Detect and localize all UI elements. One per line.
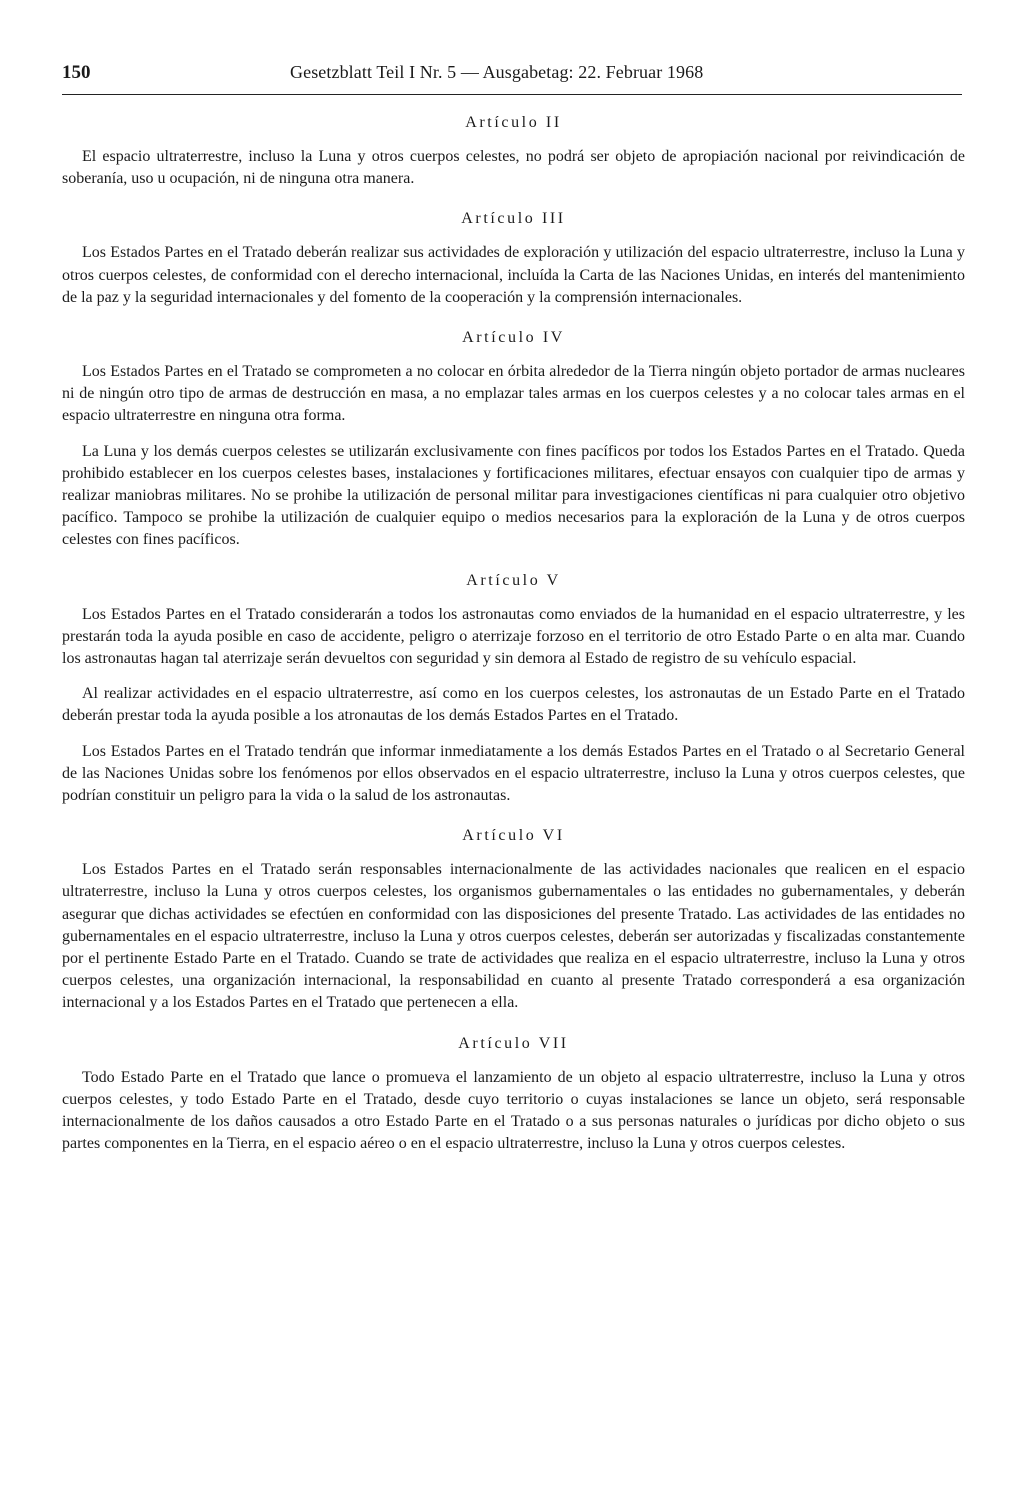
- article-v: [62, 570, 965, 808]
- article-heading: Artículo IV: [462, 329, 565, 347]
- article-heading: Artículo VI: [462, 827, 565, 845]
- article-heading: Artículo II: [465, 114, 562, 131]
- document-body: [62, 112, 965, 1169]
- article-paragraph: La Luna y los demás cuerpos celestes se utilizarán exclusivamente con fines pacíficos por todos los Estados Partes en el Tratado. Queda prohibido establecer en los cuerpos celestes bases, instalaciones y fortificaciones militares, efectuar ensayos con cualquier tipo de armas y realizar maniobras militares. No se prohibe la utilización de personal militar para investigaciones científicas ni para cualquier otro objetivo pacífico. Tampoco se prohibe la utilización de cualquier equipo o medios necesarios para la exploración de la Luna y de otros cuerpos celestes con fines pacíficos.: [62, 442, 965, 549]
- article-paragraph: Al realizar actividades en el espacio ultraterrestre, así como en los cuerpos celestes, los astronautas de un Estado Parte en el Tratado deberán prestar toda la ayuda posible a los atronautas de los demás Estados Partes en el Tratado.: [62, 685, 965, 725]
- article-heading: Artículo III: [461, 210, 566, 228]
- page-number: 150: [62, 62, 91, 83]
- article-heading: Artículo V: [466, 571, 561, 589]
- article-heading: Artículo VII: [458, 1034, 569, 1052]
- page-header: [62, 60, 962, 95]
- article-paragraph: Los Estados Partes en el Tratado considerarán a todos los astronautas como enviados de la humanidad en el espacio ultraterrestre, y les prestarán toda la ayuda posible en caso de accidente, peligro o aterrizaje forzoso en el territorio de otro Estado Parte o en alta mar. Cuando los astronautas hagan tal aterrizaje serán devueltos con seguridad y sin demora al Estado de registro de su vehículo espacial.: [62, 605, 965, 668]
- article-paragraph: El espacio ultraterrestre, incluso la Luna y otros cuerpos celestes, no podrá ser objeto de apropiación nacional por reivindicación de soberanía, uso u ocupación, ni de ninguna otra manera.: [62, 148, 965, 188]
- running-title: Gesetzblatt Teil I Nr. 5 — Ausgabetag: 22. Februar 1968: [290, 62, 704, 82]
- article-iv: [62, 327, 965, 552]
- article-vi: [62, 825, 965, 1014]
- article-paragraph: Todo Estado Parte en el Tratado que lance o promueva el lanzamiento de un objeto al espacio ultraterrestre, incluso la Luna y otros cuerpos celestes, y todo Estado Parte en el Tratado, desde cuyo territorio o cuyas instalaciones se lance un objeto, será responsable internacionalmente de los daños causados a otro Estado Parte en el Tratado o a sus personas naturales o jurídicas por dicho objeto o sus partes componentes en la Tierra, en el espacio aéreo o en el espacio ultraterrestre, incluso la Luna y otros cuerpos celestes.: [62, 1068, 965, 1153]
- article-iii: [62, 208, 965, 309]
- article-paragraph: Los Estados Partes en el Tratado tendrán que informar inmediatamente a los demás Estados Partes en el Tratado o al Secretario General de las Naciones Unidas sobre los fenómenos por ellos observados en el espacio ultraterrestre, incluso la Luna y otros cuerpos celestes, que podrían constituir un peligro para la vida o la salud de los astronautas.: [62, 742, 965, 805]
- article-ii: [62, 112, 965, 190]
- article-vii: [62, 1033, 965, 1156]
- article-paragraph: Los Estados Partes en el Tratado serán responsables internacionalmente de las actividades nacionales que realicen en el espacio ultraterrestre, incluso la Luna y otros cuerpos celestes, los organismos gubernamentales o las entidades no gubernamentales, y deberán asegurar que dichas actividades se efectúen en conformidad con las disposiciones del presente Tratado. Las actividades de las entidades no gubernamentales en el espacio ultraterrestre, incluso la Luna y otros cuerpos celestes, deberán ser autorizadas y fiscalizadas constantemente por el pertinente Estado Parte en el Tratado. Cuando se trate de actividades que realiza en el espacio ultraterrestre, incluso la Luna y otros cuerpos celestes, una organización internacional, la responsabilidad en cuanto al presente Tratado corresponderá a esa organización internacional y a los Estados Partes en el Tratado que pertenecen a ella.: [62, 861, 965, 1012]
- article-paragraph: Los Estados Partes en el Tratado se comprometen a no colocar en órbita alrededor de la Tierra ningún objeto portador de armas nucleares ni de ningún otro tipo de armas de destrucción en masa, a no emplazar tales armas en los cuerpos celestes y a no colocar tales armas en el espacio ultraterrestre en ninguna otra forma.: [62, 363, 965, 425]
- article-paragraph: Los Estados Partes en el Tratado deberán realizar sus actividades de exploración y utilización del espacio ultraterrestre, incluso la Luna y otros cuerpos celestes, de conformidad con el derecho internacional, incluída la Carta de las Naciones Unidas, en interés del mantenimiento de la paz y la seguridad internacionales y del fomento de la cooperación y la comprensión internacionales.: [62, 244, 965, 306]
